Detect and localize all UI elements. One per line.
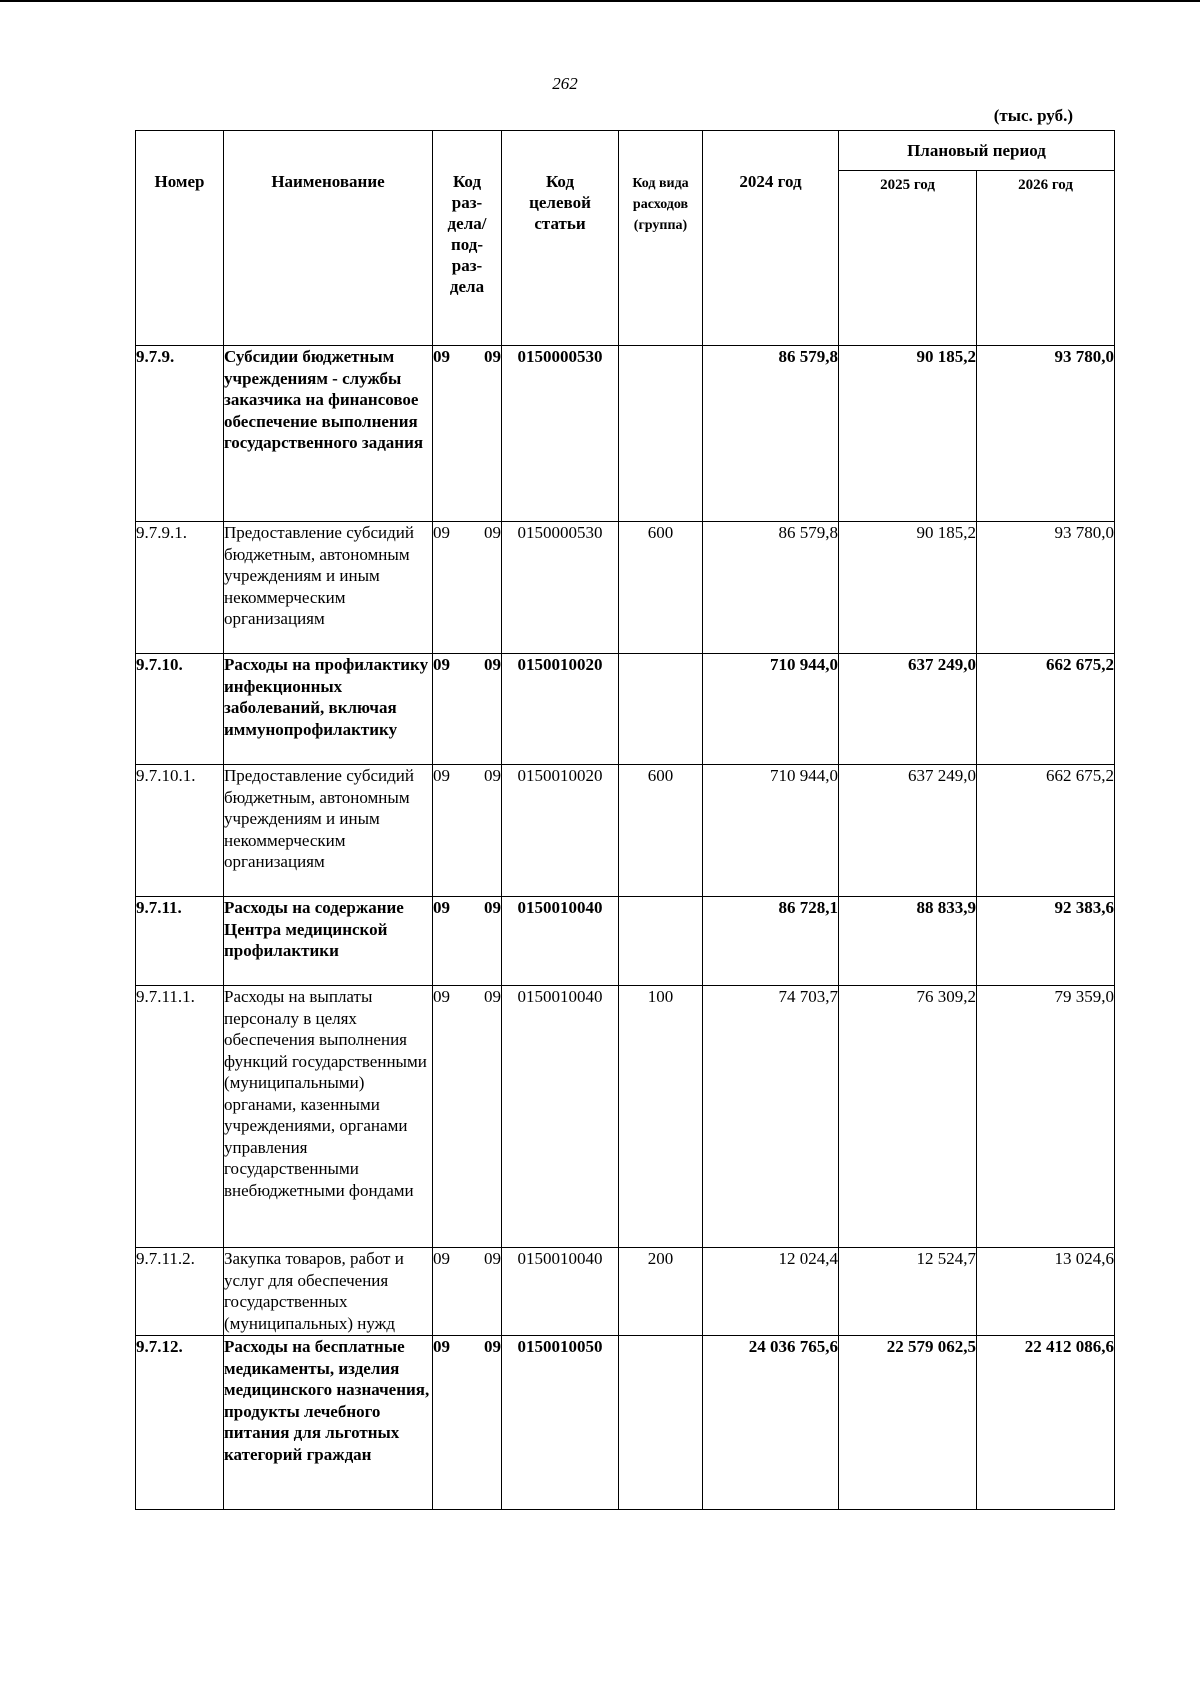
row-section-code: 09 09 [433, 986, 502, 1248]
row-amount-2026: 93 780,0 [977, 346, 1115, 522]
row-amount-2025: 637 249,0 [839, 765, 977, 897]
row-amount-2025: 90 185,2 [839, 346, 977, 522]
row-amount-2026: 79 359,0 [977, 986, 1115, 1248]
row-amount-2026: 662 675,2 [977, 765, 1115, 897]
header-number: Номер [136, 131, 224, 346]
row-target-code: 0150010040 [502, 986, 619, 1248]
row-amount-2024: 12 024,4 [703, 1248, 839, 1336]
table-row [136, 897, 1115, 986]
row-number: 9.7.9. [136, 346, 224, 522]
row-amount-2025: 90 185,2 [839, 522, 977, 654]
row-section-code: 09 09 [433, 346, 502, 522]
row-name: Расходы на бесплатные медикаменты, изделия медицинского назначения, продукты лечебного питания для льготных категорий граждан [224, 1336, 433, 1510]
row-amount-2024: 24 036 765,6 [703, 1336, 839, 1510]
row-amount-2024: 86 579,8 [703, 346, 839, 522]
row-expense-type [619, 654, 703, 765]
header-year-2025: 2025 год [839, 171, 977, 346]
row-target-code: 0150010040 [502, 897, 619, 986]
header-year-2024: 2024 год [703, 131, 839, 346]
row-amount-2026: 662 675,2 [977, 654, 1115, 765]
row-number: 9.7.9.1. [136, 522, 224, 654]
table-row [136, 986, 1115, 1248]
row-section-code: 09 09 [433, 654, 502, 765]
row-name: Расходы на выплаты персоналу в целях обеспечения выполнения функций государственными (муниципальными) органами, казенными учреждениями, органами управления государственными внебюджетными фондами [224, 986, 433, 1248]
row-amount-2025: 76 309,2 [839, 986, 977, 1248]
row-number: 9.7.10. [136, 654, 224, 765]
row-expense-type [619, 346, 703, 522]
table-row [136, 1248, 1115, 1336]
header-year-2026: 2026 год [977, 171, 1115, 346]
header-section-code: Код раз- дела/ под- раз- дела [433, 131, 502, 346]
row-section-code: 09 09 [433, 522, 502, 654]
table-row [136, 765, 1115, 897]
row-amount-2026: 13 024,6 [977, 1248, 1115, 1336]
row-section-code: 09 09 [433, 897, 502, 986]
header-target-code: Код целевой статьи [502, 131, 619, 346]
row-amount-2024: 710 944,0 [703, 765, 839, 897]
row-expense-type: 200 [619, 1248, 703, 1336]
top-border-line [0, 0, 1200, 2]
row-amount-2024: 86 728,1 [703, 897, 839, 986]
header-name: Наименование [224, 131, 433, 346]
row-target-code: 0150010040 [502, 1248, 619, 1336]
row-name: Расходы на профилактику инфекционных заболеваний, включая иммунопрофилактику [224, 654, 433, 765]
budget-table [135, 130, 1115, 1510]
row-amount-2025: 88 833,9 [839, 897, 977, 986]
row-expense-type [619, 897, 703, 986]
row-amount-2024: 86 579,8 [703, 522, 839, 654]
header-expense-type: Код вида расходов (группа) [619, 131, 703, 346]
row-name: Предоставление субсидий бюджетным, автономным учреждениям и иным некоммерческим организациям [224, 522, 433, 654]
table-row [136, 346, 1115, 522]
row-amount-2026: 22 412 086,6 [977, 1336, 1115, 1510]
row-number: 9.7.11.2. [136, 1248, 224, 1336]
row-target-code: 0150010020 [502, 765, 619, 897]
page-number: 262 [552, 74, 578, 93]
table-row [136, 522, 1115, 654]
row-amount-2025: 637 249,0 [839, 654, 977, 765]
row-amount-2025: 12 524,7 [839, 1248, 977, 1336]
row-number: 9.7.11.1. [136, 986, 224, 1248]
row-target-code: 0150000530 [502, 346, 619, 522]
units-label: (тыс. руб.) [993, 106, 1073, 125]
row-target-code: 0150000530 [502, 522, 619, 654]
row-number: 9.7.11. [136, 897, 224, 986]
row-section-code: 09 09 [433, 1336, 502, 1510]
row-name: Расходы на содержание Центра медицинской профилактики [224, 897, 433, 986]
row-name: Предоставление субсидий бюджетным, автономным учреждениям и иным некоммерческим организациям [224, 765, 433, 897]
header-planned-period: Плановый период [839, 131, 1115, 171]
row-target-code: 0150010050 [502, 1336, 619, 1510]
row-expense-type: 600 [619, 522, 703, 654]
row-name: Закупка товаров, работ и услуг для обеспечения государственных (муниципальных) нужд [224, 1248, 433, 1336]
row-amount-2025: 22 579 062,5 [839, 1336, 977, 1510]
row-amount-2024: 710 944,0 [703, 654, 839, 765]
row-amount-2024: 74 703,7 [703, 986, 839, 1248]
row-target-code: 0150010020 [502, 654, 619, 765]
table-row [136, 1336, 1115, 1510]
row-expense-type [619, 1336, 703, 1510]
row-amount-2026: 92 383,6 [977, 897, 1115, 986]
row-name: Субсидии бюджетным учреждениям - службы заказчика на финансовое обеспечение выполнения государственного задания [224, 346, 433, 522]
row-section-code: 09 09 [433, 1248, 502, 1336]
row-number: 9.7.12. [136, 1336, 224, 1510]
table-row [136, 654, 1115, 765]
row-expense-type: 100 [619, 986, 703, 1248]
row-number: 9.7.10.1. [136, 765, 224, 897]
row-section-code: 09 09 [433, 765, 502, 897]
row-expense-type: 600 [619, 765, 703, 897]
row-amount-2026: 93 780,0 [977, 522, 1115, 654]
